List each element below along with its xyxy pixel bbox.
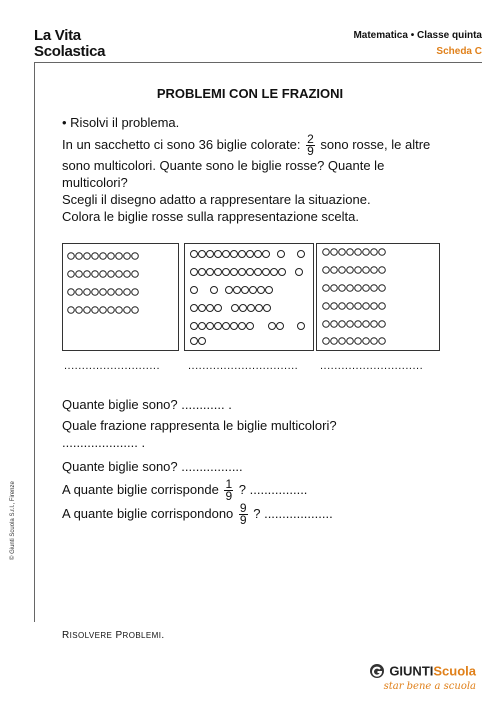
marble-row: [191, 251, 305, 258]
representation-box-2[interactable]: [184, 243, 314, 351]
page-title: PROBLEMI CON LE FRAZIONI: [156, 86, 344, 101]
logo-line1: La Vita: [34, 27, 81, 44]
problem-part2: sono rosse, le altre sono multicolori. Quante sono le biglie rosse? Quante le multicolori?: [62, 136, 431, 190]
giunti-g-icon: [369, 663, 385, 679]
copyright-notice: © Giunti Scuola S.r.l., Firenze: [10, 481, 16, 560]
fraction-nine-ninths: [239, 503, 248, 526]
fraction-denominator: 9: [239, 513, 247, 527]
marble-row: [323, 321, 386, 328]
question-1: Quante biglie sono? ............ .: [62, 397, 232, 412]
fraction-one-ninth: [224, 479, 233, 502]
marble-row: [323, 338, 386, 345]
answer-line-1[interactable]: ...........................: [64, 360, 161, 372]
marbles-grid-1: [63, 244, 178, 350]
marble-row: [191, 305, 271, 312]
question-5-answer: ? ...................: [253, 505, 333, 521]
scheda-label: Scheda C: [436, 46, 482, 57]
marble-row: [323, 285, 386, 292]
answer-line-2[interactable]: ...............................: [188, 360, 299, 372]
marble-row: [68, 289, 139, 296]
marbles-grid-3: [317, 244, 439, 350]
marble-row: [68, 307, 139, 314]
marbles-grid-2: [185, 244, 313, 350]
marble-row: [323, 249, 386, 256]
frame-left-rule: [34, 62, 35, 622]
question-3: Quante biglie sono? .................: [62, 459, 243, 474]
question-4-answer: ? ................: [238, 481, 308, 497]
la-vita-scolastica-logo: [34, 28, 105, 60]
fraction-numerator: 2: [307, 132, 314, 146]
representation-box-1[interactable]: [62, 243, 179, 351]
fraction-numerator: 9: [239, 501, 247, 515]
fraction-numerator: 1: [225, 477, 233, 491]
answer-line-3[interactable]: .............................: [320, 360, 424, 372]
learning-objective: RISOLVERE PROBLEMI.: [62, 630, 165, 641]
brand-tagline: star bene a scuola: [383, 681, 476, 692]
subject-label: Matematica • Classe quinta: [353, 30, 482, 41]
question-5: [62, 503, 333, 526]
question-4-text: A quante biglie corrisponde: [62, 481, 219, 497]
fraction-two-ninths: [306, 134, 315, 157]
marble-row: [323, 303, 386, 310]
marble-row: [68, 253, 139, 260]
marble-row: [191, 338, 206, 345]
problem-line3: Scegli il disegno adatto a rappresentare la situazione.: [62, 192, 371, 207]
logo-line2: Scolastica: [34, 43, 106, 60]
question-5-text: A quante biglie corrispondono: [62, 505, 234, 521]
problem-text: [62, 134, 452, 225]
fraction-denominator: 9: [307, 144, 314, 158]
marble-row: [323, 267, 386, 274]
marble-row: [68, 271, 139, 278]
instruction: • Risolvi il problema.: [62, 115, 180, 130]
problem-line4: Colora le biglie rosse sulla rappresentazione scelta.: [62, 209, 359, 224]
question-2-answer-line[interactable]: ..................... .: [62, 435, 146, 450]
marble-row: [191, 269, 303, 276]
question-2: Quale frazione rappresenta le biglie multicolori?: [62, 418, 337, 433]
representation-box-3[interactable]: [316, 243, 440, 351]
problem-part1: In un sacchetto ci sono 36 biglie colorate:: [62, 136, 301, 152]
brand-name: GIUNTIScuola: [389, 663, 476, 679]
marble-row: [191, 323, 305, 330]
question-4: [62, 479, 307, 502]
marble-row: [191, 287, 273, 294]
fraction-denominator: 9: [225, 489, 233, 503]
frame-top-rule: [34, 62, 482, 63]
giunti-scuola-brand: [369, 662, 476, 692]
